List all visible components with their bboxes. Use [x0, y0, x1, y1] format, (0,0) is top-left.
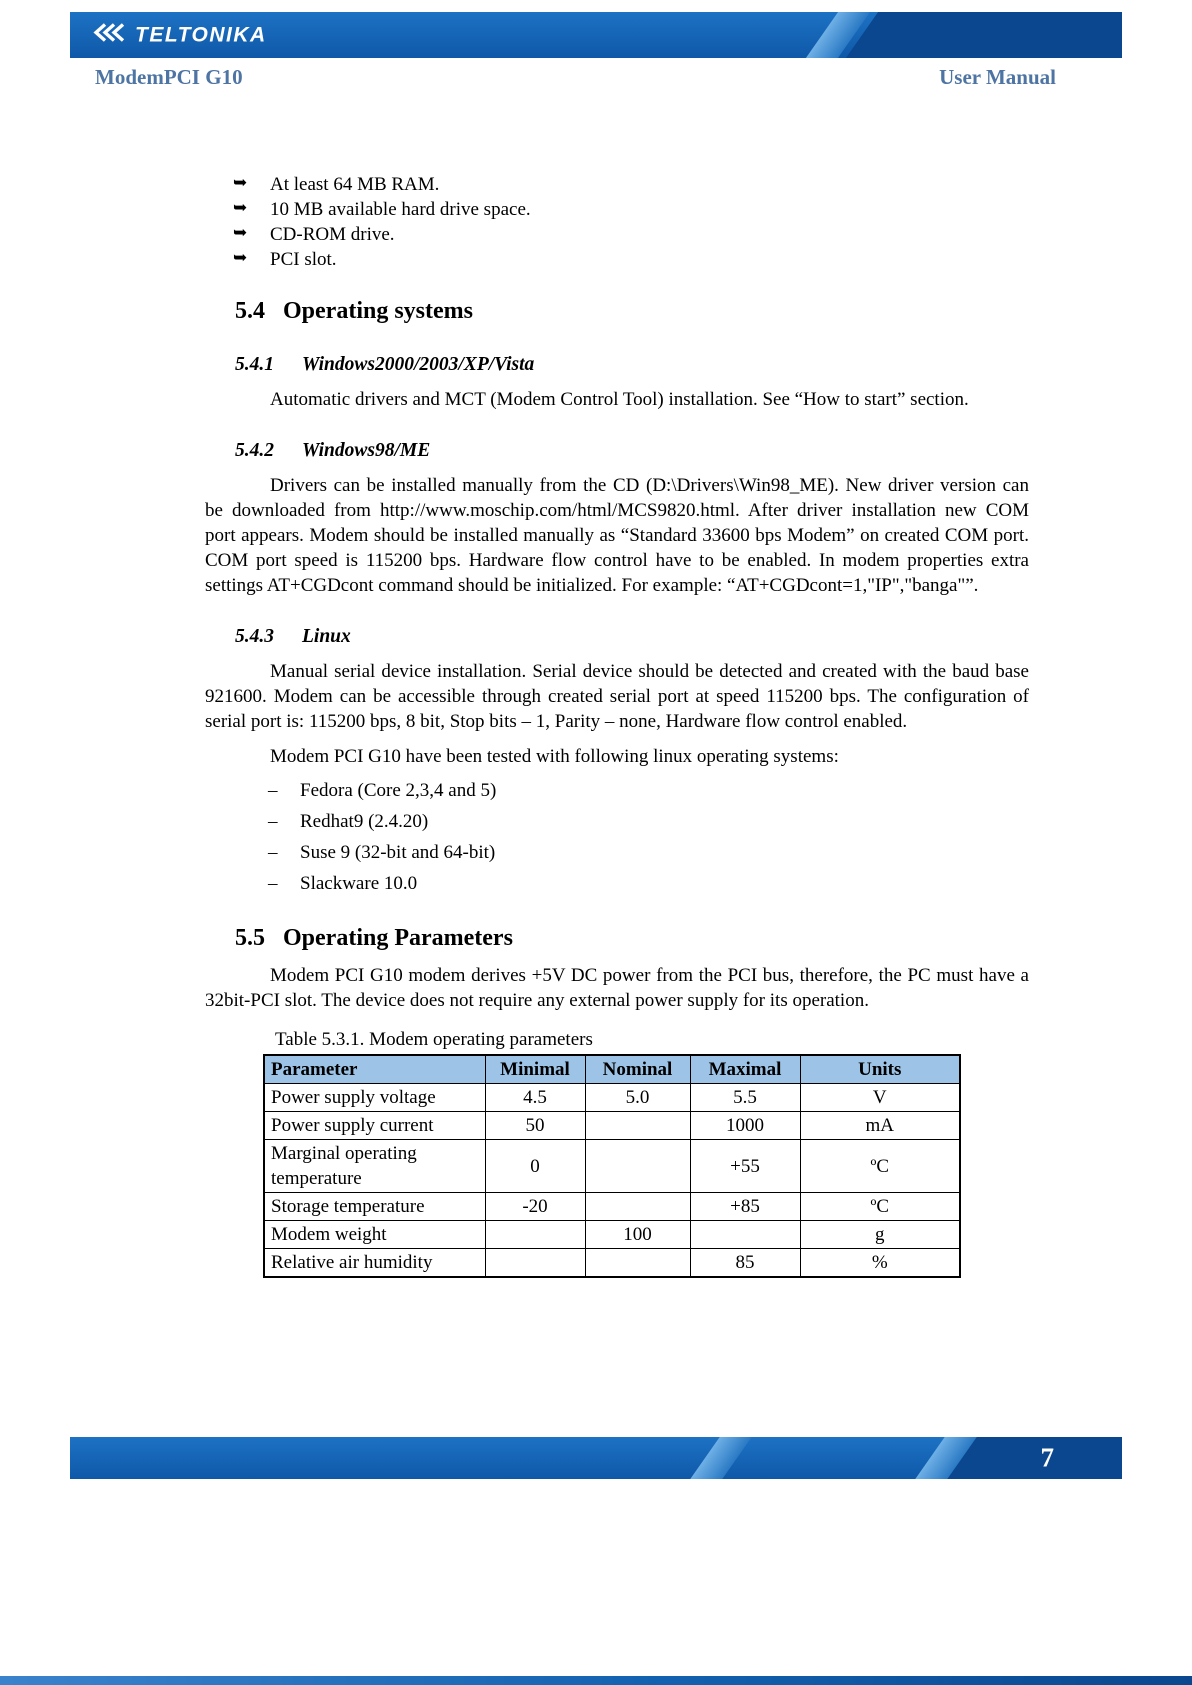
- requirements-list: [205, 172, 1029, 272]
- table-cell: Modem weight: [264, 1221, 485, 1249]
- footer-bar: [70, 1437, 1122, 1479]
- requirement-text: 10 MB available hard drive space.: [270, 199, 531, 220]
- table-header-cell: Units: [800, 1055, 960, 1084]
- subsection-heading-linux: [235, 624, 1029, 649]
- paragraph-operating-parameters: Modem PCI G10 modem derives +5V DC power from the PCI bus, therefore, the PC must have a 32bit-PCI slot. The device does not require any external power supply for its operation.: [205, 965, 1029, 1011]
- doc-title: ModemPCI G10: [95, 65, 243, 89]
- subsection-heading-windows2000: [235, 352, 1029, 377]
- bullet-arrow-icon: ➥: [233, 223, 248, 243]
- list-item: [205, 868, 1029, 899]
- dash-icon: –: [268, 873, 278, 894]
- table-header-cell: Nominal: [585, 1055, 690, 1084]
- doc-type: User Manual: [939, 65, 1056, 89]
- heading-number: 5.4.3: [235, 626, 274, 647]
- table-cell: [585, 1193, 690, 1221]
- page-number: 7: [1040, 1442, 1054, 1473]
- dash-icon: –: [268, 811, 278, 832]
- table-cell: 4.5: [485, 1084, 585, 1112]
- dash-icon: –: [268, 842, 278, 863]
- table-cell: [585, 1140, 690, 1193]
- table-row: [264, 1112, 960, 1140]
- table-cell: [585, 1249, 690, 1278]
- table-cell: %: [800, 1249, 960, 1278]
- distro-text: Redhat9 (2.4.20): [300, 811, 429, 832]
- header-dark-segment: [842, 12, 1122, 58]
- table-cell: mA: [800, 1112, 960, 1140]
- table-cell: 85: [690, 1249, 800, 1278]
- table-cell: 50: [485, 1112, 585, 1140]
- heading-title: Windows2000/2003/XP/Vista: [302, 354, 535, 375]
- bottom-edge-strip: [0, 1676, 1192, 1685]
- bullet-arrow-icon: ➥: [233, 173, 248, 193]
- table-header-row: [264, 1055, 960, 1084]
- paragraph-linux: Manual serial device installation. Serial device should be detected and created with the baud base 921600. Modem can be accessible through created serial port at speed 115200 bps. The configuration of serial port is: 115200 bps, 8 bit, Stop bits – 1, Parity – none, Hardware flow control enabled.: [205, 661, 1029, 732]
- table-cell: [585, 1112, 690, 1140]
- bullet-arrow-icon: ➥: [233, 248, 248, 268]
- linux-distro-list: [205, 775, 1029, 899]
- table-cell: Relative air humidity: [264, 1249, 485, 1278]
- section-heading-operating-systems: [235, 296, 1029, 326]
- heading-number: 5.5: [235, 925, 265, 951]
- heading-title: Linux: [302, 626, 351, 647]
- document-header: [70, 64, 1122, 90]
- brand-text: TELTONIKA: [135, 23, 267, 46]
- table-cell: [690, 1221, 800, 1249]
- list-item: [205, 806, 1029, 837]
- content-area: [205, 172, 1029, 1278]
- teltonika-logo: [92, 23, 267, 48]
- table-cell: V: [800, 1084, 960, 1112]
- table-cell: -20: [485, 1193, 585, 1221]
- table-cell: Power supply current: [264, 1112, 485, 1140]
- params-table: [263, 1054, 961, 1278]
- table-header-cell: Parameter: [264, 1055, 485, 1084]
- logo-chevrons-icon: [92, 23, 128, 48]
- distro-text: Suse 9 (32-bit and 64-bit): [300, 842, 496, 863]
- distro-text: Slackware 10.0: [300, 873, 418, 894]
- table-cell: g: [800, 1221, 960, 1249]
- header-bar: [70, 12, 1122, 58]
- table-cell: Marginal operating temperature: [264, 1140, 485, 1193]
- table-cell: ºC: [800, 1140, 960, 1193]
- table-row: [264, 1249, 960, 1278]
- table-header-cell: Minimal: [485, 1055, 585, 1084]
- table-cell: 100: [585, 1221, 690, 1249]
- footer-light-chevron: [686, 1437, 756, 1479]
- section-heading-operating-parameters: [235, 923, 1029, 953]
- bullet-arrow-icon: ➥: [233, 198, 248, 218]
- list-item: [205, 172, 1029, 197]
- table-cell: [485, 1249, 585, 1278]
- paragraph-windows98: Drivers can be installed manually from the CD (D:\Drivers\Win98_ME). New driver version can be downloaded from http://www.moschip.com/html/MCS9820.html. After driver installation new COM port appears. Modem should be installed manually as “Standard 33600 bps Modem” on created COM port. COM port speed is 115200 bps. Hardware flow control have to be enabled. In modem properties extra settings AT+CGDcont command should be initialized. For example: “AT+CGDcont=1,"IP","banga"”.: [205, 475, 1029, 596]
- subsection-heading-windows98: [235, 438, 1029, 463]
- list-item: [205, 247, 1029, 272]
- table-cell: +85: [690, 1193, 800, 1221]
- heading-title: Operating systems: [283, 298, 473, 324]
- table-cell: 1000: [690, 1112, 800, 1140]
- list-item: [205, 837, 1029, 868]
- dash-icon: –: [268, 780, 278, 801]
- table-row: [264, 1140, 960, 1193]
- table-caption: Table 5.3.1. Modem operating parameters: [275, 1029, 593, 1050]
- table-cell: 5.5: [690, 1084, 800, 1112]
- heading-number: 5.4: [235, 298, 265, 324]
- requirement-text: CD-ROM drive.: [270, 224, 395, 245]
- paragraph-windows2000: Automatic drivers and MCT (Modem Control Tool) installation. See “How to start” section.: [270, 389, 969, 410]
- list-item: [205, 222, 1029, 247]
- list-item: [205, 775, 1029, 806]
- list-item: [205, 197, 1029, 222]
- heading-title: Operating Parameters: [283, 925, 513, 951]
- paragraph-linux-tested: Modem PCI G10 have been tested with following linux operating systems:: [270, 746, 839, 767]
- table-cell: 0: [485, 1140, 585, 1193]
- table-cell: Power supply voltage: [264, 1084, 485, 1112]
- table-row: [264, 1221, 960, 1249]
- heading-number: 5.4.2: [235, 440, 274, 461]
- requirement-text: At least 64 MB RAM.: [270, 174, 440, 195]
- heading-title: Windows98/ME: [302, 440, 431, 461]
- table-cell: [485, 1221, 585, 1249]
- table-cell: 5.0: [585, 1084, 690, 1112]
- table-cell: +55: [690, 1140, 800, 1193]
- table-row: [264, 1193, 960, 1221]
- requirement-text: PCI slot.: [270, 249, 337, 270]
- distro-text: Fedora (Core 2,3,4 and 5): [300, 780, 497, 801]
- table-header-cell: Maximal: [690, 1055, 800, 1084]
- heading-number: 5.4.1: [235, 354, 274, 375]
- table-cell: ºC: [800, 1193, 960, 1221]
- table-row: [264, 1084, 960, 1112]
- table-cell: Storage temperature: [264, 1193, 485, 1221]
